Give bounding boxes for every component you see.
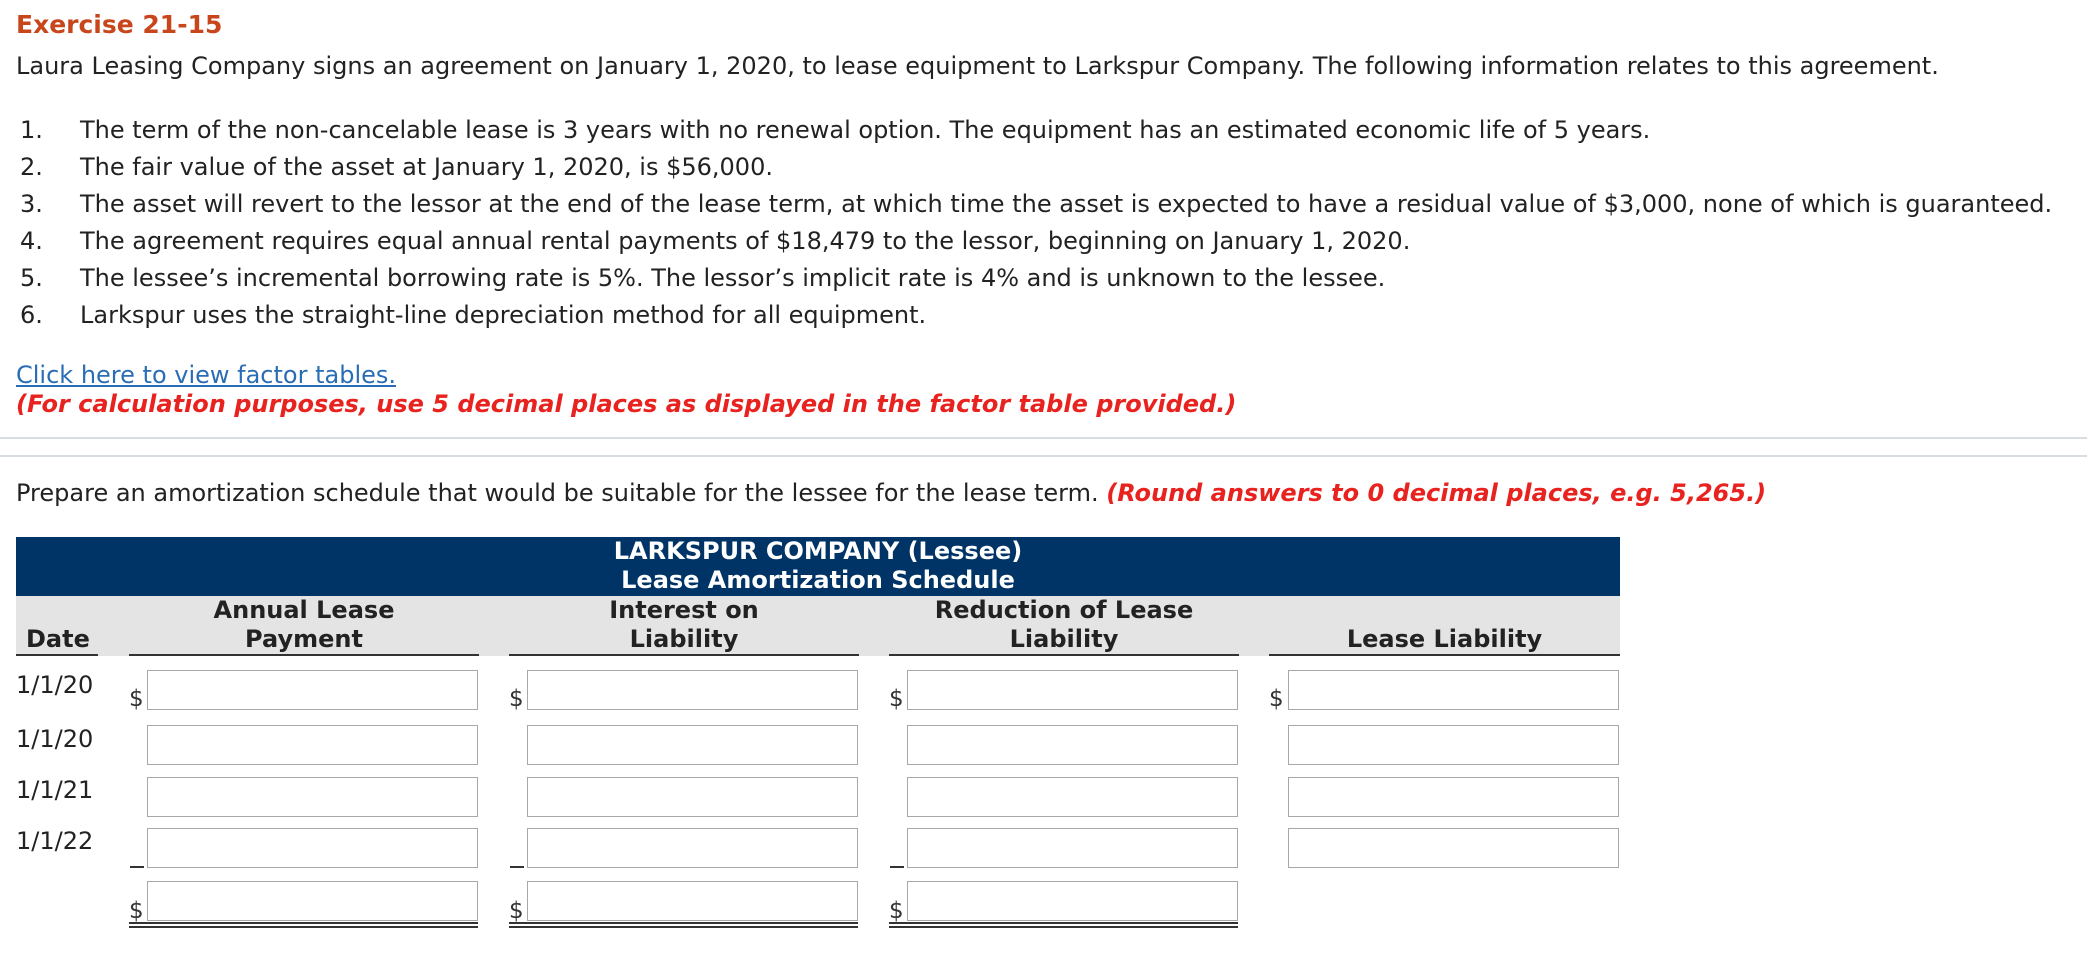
subtotal-underline: [130, 866, 144, 868]
item-number: 4.: [20, 227, 43, 255]
item-text: Larkspur uses the straight-line depreciation method for all equipment.: [80, 301, 927, 329]
total-double-underline: [509, 922, 858, 928]
column-header-liability: [1269, 625, 1620, 656]
item-number: 3.: [20, 190, 43, 218]
item-number: 2.: [20, 153, 43, 181]
item-number: 1.: [20, 116, 43, 144]
column-header-payment: [129, 596, 479, 656]
row-date: 1/1/20: [16, 671, 94, 699]
item-text: The lessee’s incremental borrowing rate is 5%. The lessor’s implicit rate is 4% and is unknown to the lessee.: [80, 264, 1386, 292]
reduction-header-line2: Liability: [1009, 625, 1119, 653]
subtotal-underline: [510, 866, 524, 868]
payment-input-row2[interactable]: [147, 725, 478, 765]
factor-tables-link[interactable]: Click here to view factor tables.: [16, 361, 397, 389]
prompt-text: Prepare an amortization schedule that would be suitable for the lessee for the lease term.: [16, 479, 1099, 507]
payment-total-input[interactable]: [147, 881, 478, 921]
reduction-input-row1[interactable]: [907, 670, 1238, 710]
item-number: 5.: [20, 264, 43, 292]
question-prompt: [16, 479, 1766, 507]
reduction-total-input[interactable]: [907, 881, 1238, 921]
dollar-sign: $: [129, 686, 144, 712]
reduction-header-line1: Reduction of Lease: [934, 596, 1194, 624]
schedule-company: LARKSPUR COMPANY (Lessee): [613, 537, 1023, 565]
interest-input-row3[interactable]: [527, 777, 858, 817]
interest-header-line2: Liability: [629, 625, 739, 653]
dollar-sign: $: [889, 686, 904, 712]
payment-header-line2: Payment: [245, 625, 363, 653]
item-text: The term of the non-cancelable lease is 3 years with no renewal option. The equipment has an estimated economic life of 5 years.: [80, 116, 1651, 144]
dollar-sign: $: [509, 898, 524, 924]
liability-input-row3[interactable]: [1288, 777, 1619, 817]
dollar-sign: $: [1269, 686, 1284, 712]
intro-text: Laura Leasing Company signs an agreement on January 1, 2020, to lease equipment to Larkspur Company. The following information relates to this agreement.: [16, 52, 1939, 80]
item-text: The asset will revert to the lessor at the end of the lease term, at which time the asset is expected to have a residual value of $3,000, none of which is guaranteed.: [80, 190, 2053, 218]
reduction-input-row2[interactable]: [907, 725, 1238, 765]
dollar-sign: $: [889, 898, 904, 924]
subtotal-underline: [890, 866, 904, 868]
payment-input-row4[interactable]: [147, 828, 478, 868]
section-divider: [0, 437, 2087, 457]
liability-input-row2[interactable]: [1288, 725, 1619, 765]
date-header-label: Date: [26, 625, 90, 653]
payment-input-row3[interactable]: [147, 777, 478, 817]
liability-input-row4[interactable]: [1288, 828, 1619, 868]
payment-input-row1[interactable]: [147, 670, 478, 710]
column-header-date: [16, 625, 98, 656]
total-double-underline: [129, 922, 478, 928]
interest-header-line1: Interest on: [609, 596, 759, 624]
row-date: 1/1/20: [16, 725, 94, 753]
payment-header-line1: Annual Lease: [213, 596, 395, 624]
row-date: 1/1/22: [16, 827, 94, 855]
exercise-title: Exercise 21-15: [16, 10, 223, 39]
interest-input-row1[interactable]: [527, 670, 858, 710]
row-date: 1/1/21: [16, 776, 94, 804]
column-header-interest: [509, 596, 859, 656]
item-text: The fair value of the asset at January 1, 2020, is $56,000.: [80, 153, 773, 181]
total-double-underline: [889, 922, 1238, 928]
liability-header-label: Lease Liability: [1346, 625, 1543, 653]
item-text: The agreement requires equal annual rental payments of $18,479 to the lessor, beginning on January 1, 2020.: [80, 227, 1411, 255]
interest-total-input[interactable]: [527, 881, 858, 921]
interest-input-row4[interactable]: [527, 828, 858, 868]
interest-input-row2[interactable]: [527, 725, 858, 765]
reduction-input-row3[interactable]: [907, 777, 1238, 817]
rounding-note: (Round answers to 0 decimal places, e.g. 5,265.): [1106, 479, 1767, 507]
dollar-sign: $: [129, 898, 144, 924]
schedule-title: [16, 537, 1620, 596]
item-number: 6.: [20, 301, 43, 329]
reduction-input-row4[interactable]: [907, 828, 1238, 868]
column-header-reduction: [889, 596, 1239, 656]
liability-input-row1[interactable]: [1288, 670, 1619, 710]
dollar-sign: $: [509, 686, 524, 712]
calculation-note: (For calculation purposes, use 5 decimal places as displayed in the factor table provided.): [16, 390, 1237, 418]
schedule-name: Lease Amortization Schedule: [621, 566, 1015, 594]
